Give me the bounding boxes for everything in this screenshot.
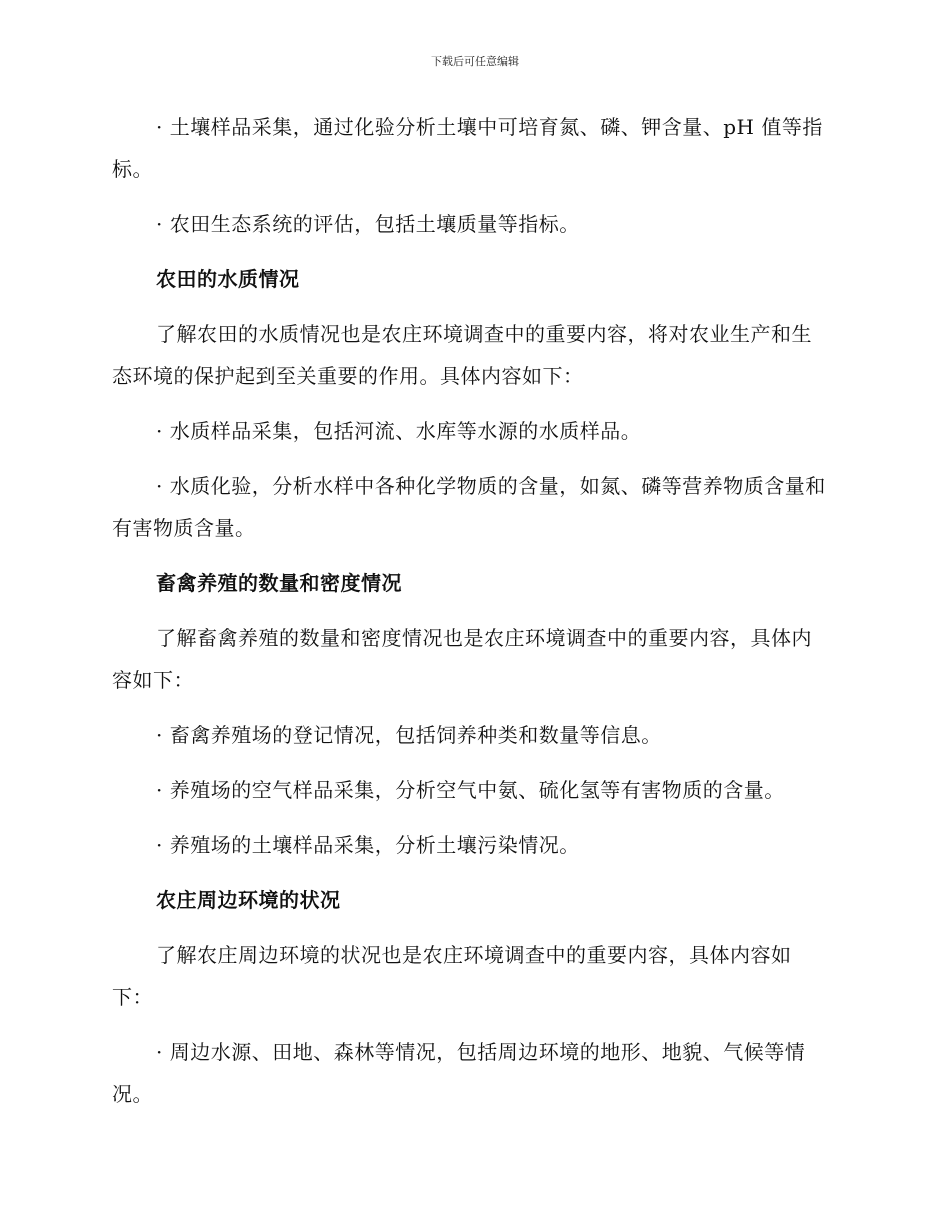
heading-water-quality: 农田的水质情况 [156, 267, 300, 291]
page-header: 下载后可任意编辑 [431, 55, 519, 68]
heading-livestock: 畜禽养殖的数量和密度情况 [156, 571, 402, 595]
bullet-surroundings-details: · 周边水源、田地、森林等情况，包括周边环境的地形、地貌、气候等情况。 [112, 1040, 806, 1106]
bullet-air-sampling: · 养殖场的空气样品采集，分析空气中氨、硫化氢等有害物质的含量。 [156, 778, 785, 802]
bullet-farm-registration: · 畜禽养殖场的登记情况，包括饲养种类和数量等信息。 [156, 723, 662, 747]
paragraph-water-quality-intro: 了解农田的水质情况也是农庄环境调查中的重要内容，将对农业生产和生态环境的保护起到至关重要的作用。具体内容如下： [112, 322, 812, 388]
bullet-farm-soil-sampling: · 养殖场的土壤样品采集，分析土壤污染情况。 [156, 833, 580, 857]
paragraph-surroundings-intro: 了解农庄周边环境的状况也是农庄环境调查中的重要内容，具体内容如下： [112, 943, 792, 1009]
bullet-water-testing: · 水质化验，分析水样中各种化学物质的含量，如氮、磷等营养物质含量和有害物质含量。 [112, 474, 826, 540]
bullet-ecosystem-assessment: · 农田生态系统的评估，包括土壤质量等指标。 [156, 212, 580, 236]
heading-surroundings: 农庄周边环境的状况 [156, 888, 341, 912]
paragraph-livestock-intro: 了解畜禽养殖的数量和密度情况也是农庄环境调查中的重要内容，具体内容如下： [112, 626, 812, 692]
bullet-soil-sampling: · 土壤样品采集，通过化验分析土壤中可培育氮、磷、钾含量、pH 值等指标。 [112, 115, 823, 181]
document-body [112, 106, 832, 1128]
bullet-water-sampling: · 水质样品采集，包括河流、水库等水源的水质样品。 [156, 419, 642, 443]
